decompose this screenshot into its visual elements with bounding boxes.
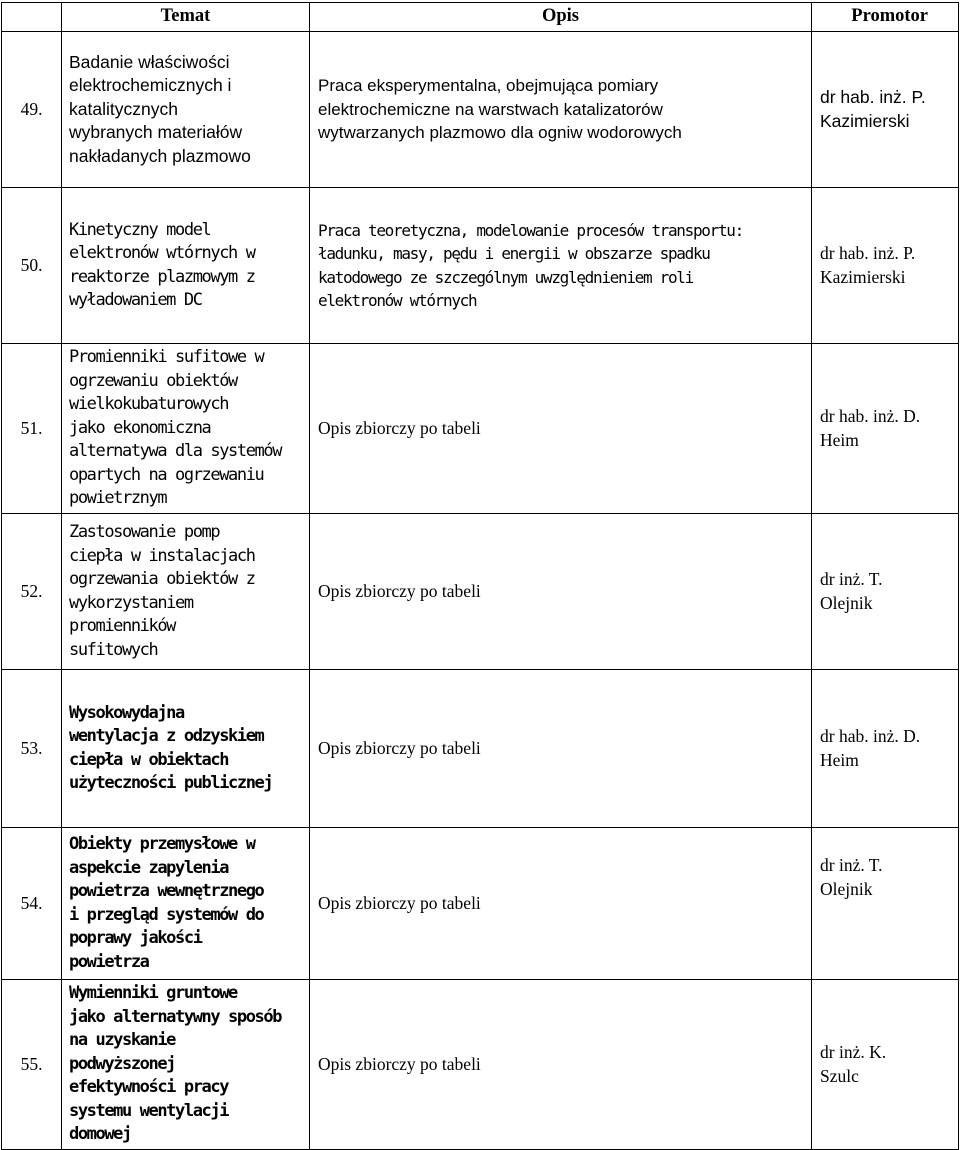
topic-text: Wymienniki gruntowe jako alternatywny sposób na uzyskanie podwyższonej efektywności pracy systemu wentylacji domowej [69,983,282,1145]
description-text: Opis zbiorczy po tabeli [318,417,481,438]
description-cell [310,188,812,344]
promotor-text: dr inż. K. Szulc [820,1042,887,1086]
topic-cell [62,188,310,344]
description-text: Praca eksperymentalna, obejmująca pomiary elektrochemiczne na warstwach katalizatorów wytwarzanych plazmowo dla ogniw wodorowych [318,76,682,143]
table-row [2,188,959,344]
table-row [2,828,959,980]
row-number: 54. [2,828,62,980]
table-row [2,514,959,670]
thesis-topics-table [1,2,959,1150]
table-row [2,670,959,828]
table-header-row [2,3,959,32]
table-row [2,344,959,514]
row-number: 52. [2,514,62,670]
promotor-text: dr hab. inż. P. Kazimierski [820,87,926,131]
table-row [2,980,959,1150]
promotor-cell [812,514,959,670]
promotor-cell [812,188,959,344]
description-text: Opis zbiorczy po tabeli [318,580,481,601]
topic-cell [62,670,310,828]
description-text: Opis zbiorczy po tabeli [318,1053,481,1074]
description-cell [310,980,812,1150]
promotor-cell [812,828,959,980]
row-number: 53. [2,670,62,828]
row-number: 51. [2,344,62,514]
column-header-description: Opis [310,3,812,32]
description-text: Opis zbiorczy po tabeli [318,892,481,913]
row-number: 49. [2,32,62,188]
topic-text: Kinetyczny model elektronów wtórnych w reaktorze plazmowym z wyładowaniem DC [69,219,255,310]
topic-text: Wysokowydajna wentylacja z odzyskiem ciepła w obiektach użyteczności publicznej [69,702,273,793]
promotor-cell [812,670,959,828]
description-text: Opis zbiorczy po tabeli [318,737,481,758]
promotor-text: dr inż. T. Olejnik [820,855,883,899]
promotor-cell [812,980,959,1150]
table-row [2,32,959,188]
description-cell [310,344,812,514]
description-text: Praca teoretyczna, modelowanie procesów transportu: ładunku, masy, pędu i energii w obszarze spadku katodowego ze szczególnym uwzględnieniem roli elektronów wtórnych [318,220,743,310]
topic-text: Obiekty przemysłowe w aspekcie zapylenia powietrza wewnętrznego i przegląd systemów do poprawy jakości powietrza [69,834,264,972]
column-header-promotor: Promotor [812,3,959,32]
description-cell [310,514,812,670]
promotor-text: dr inż. T. Olejnik [820,569,883,613]
topic-cell [62,32,310,188]
promotor-text: dr hab. inż. P. Kazimierski [820,243,916,287]
row-number: 50. [2,188,62,344]
promotor-cell [812,32,959,188]
description-cell [310,670,812,828]
promotor-text: dr hab. inż. D. Heim [820,406,921,450]
description-cell [310,32,812,188]
row-number: 55. [2,980,62,1150]
topic-cell [62,980,310,1150]
topic-text: Promienniki sufitowe w ogrzewaniu obiektów wielkokubaturowych jako ekonomiczna alternatywa dla systemów opartych na ogrzewaniu powietrznym [69,347,282,509]
topic-cell [62,344,310,514]
promotor-cell [812,344,959,514]
topic-text: Zastosowanie pomp ciepła w instalacjach ogrzewania obiektów z wykorzystaniem promienników sufitowych [69,522,255,660]
promotor-text: dr hab. inż. D. Heim [820,726,921,770]
topic-text: Badanie właściwości elektrochemicznych i katalitycznych wybranych materiałów nakładanych plazmowo [69,51,251,166]
column-header-number [2,3,62,32]
topic-cell [62,514,310,670]
description-cell [310,828,812,980]
column-header-topic: Temat [62,3,310,32]
topic-cell [62,828,310,980]
